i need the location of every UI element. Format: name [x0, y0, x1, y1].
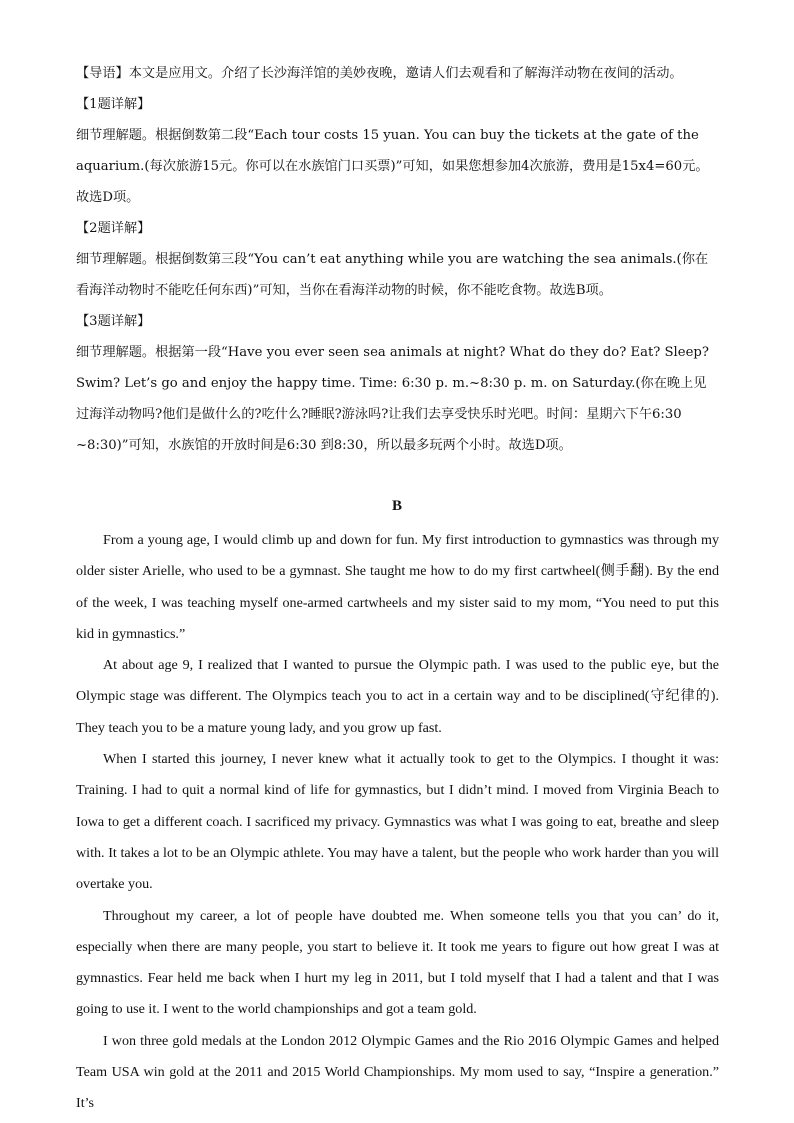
passage-paragraph-4: Throughout my career, a lot of people have doubted me. When someone tells you that you can’ do it, especially when there are many people, you start to believe it. It took me years to figure out how great I was at gymnastics. Fear held me back when I hurt my leg in 2011, but I told myself that I had a talent and that I was going to use it. I went to the world championships and got a team gold.: [76, 907, 719, 1018]
explanation-section: [76, 58, 719, 461]
intro-paragraph: 【导语】本文是应用文。介绍了长沙海洋馆的美妙夜晚，邀请人们去观看和了解海洋动物在夜间的活动。: [76, 66, 683, 81]
passage-paragraph-1: From a young age, I would climb up and down for fun. My first introduction to gymnastics was through my older sister Arielle, who used to be a gymnast. She taught me how to do my first cartwheel(侧手翻). By the end of the week, I was teaching myself one-armed cartwheels and my sister said to my mom, “You need to put this kid in gymnastics.”: [76, 532, 719, 642]
passage-paragraph-5: I won three gold medals at the London 2012 Olympic Games and the Rio 2016 Olympic Games and helped Team USA win gold at the 2011 and 2015 World Championships. My mom used to say, “Inspire a generation.” It’s: [76, 1032, 719, 1112]
reading-passage: [76, 525, 719, 1120]
q2-explanation: 细节理解题。根据倒数第三段“You can’t eat anything while you are watching the sea animals.(你在看海洋动物时不能吃任何东西)”可知，当你在看海洋动物的时候，你不能吃食物。故选B项。: [76, 252, 709, 298]
passage-paragraph-3: When I started this journey, I never knew what it actually took to get to the Olympics. I thought it was: Training. I had to quit a normal kind of life for gymnastics, but I didn’t mind. I moved from Virginia Beach to Iowa to get a different coach. I sacrificed my privacy. Gymnastics was what I was going to eat, breathe and sleep with. It takes a lot to be an Olympic athlete. You may have a talent, but the people who work harder than you will overtake you.: [76, 751, 719, 893]
section-label-b: B: [391, 498, 402, 514]
q2-heading: 【2题详解】: [76, 221, 151, 236]
passage-paragraph-2: At about age 9, I realized that I wanted to pursue the Olympic path. I was used to the public eye, but the Olympic stage was different. The Olympics teach you to act in a certain way and to be disciplined(守纪律的). They teach you to be a mature young lady, and you grow up fast.: [76, 657, 719, 736]
q1-heading: 【1题详解】: [76, 97, 151, 112]
q3-heading: 【3题详解】: [76, 314, 151, 329]
q1-explanation: 细节理解题。根据倒数第二段“Each tour costs 15 yuan. You can buy the tickets at the gate of the aquarium.(每次旅游15元。你可以在水族馆门口买票)”可知，如果您想参加4次旅游，费用是15x4=60元。故选D项。: [76, 128, 709, 205]
q3-explanation: 细节理解题。根据第一段“Have you ever seen sea animals at night? What do they do? Eat? Sleep? Swim? Let’s go and enjoy the happy time. Time: 6:30 p. m.~8:30 p. m. on Saturday.(你在晚上见过海洋动物吗?他们是做什么的?吃什么?睡眠?游泳吗?让我们去享受快乐时光吧。时间：星期六下午6:30 ~8:30)”可知，水族馆的开放时间是6:30 到8:30，所以最多玩两个小时。故选D项。: [76, 345, 709, 453]
